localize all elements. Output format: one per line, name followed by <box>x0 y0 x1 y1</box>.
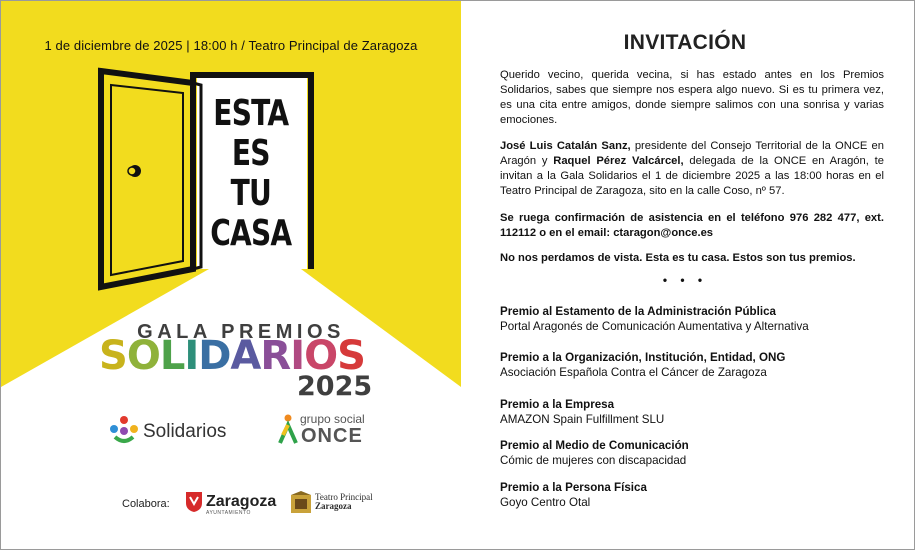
separator-dots: • • • <box>662 273 708 287</box>
award-item <box>500 480 884 510</box>
brand-letter: O <box>126 333 160 379</box>
solidarios-logo-icon <box>109 415 139 445</box>
award-item <box>500 397 884 427</box>
closing-line: No nos perdamos de vista. Esta es tu casa. Estos son tus premios. <box>500 252 856 264</box>
event-date-location: 1 de diciembre de 2025 | 18:00 h / Teatro Principal de Zaragoza <box>44 38 418 53</box>
solidarios-logo-text: Solidarios <box>143 421 227 442</box>
zaragoza-logo-text: Zaragoza <box>206 493 277 510</box>
door-slogan <box>204 93 292 254</box>
invitation-title: INVITACIÓN <box>623 31 747 54</box>
slogan-word: TU <box>230 173 271 214</box>
colabora-label: Colabora: <box>122 498 170 510</box>
zaragoza-shield-icon <box>185 491 203 513</box>
once-logo-subtitle: grupo social <box>300 412 365 426</box>
teatro-principal-logo: Teatro Principal Zaragoza <box>315 492 373 511</box>
zaragoza-logo-subtitle: AYUNTAMIENTO <box>206 510 251 516</box>
slogan-word: CASA <box>210 213 292 254</box>
award-winner: AMAZON Spain Fulfillment SLU <box>500 413 665 426</box>
host-name: Raquel Pérez Valcárcel, <box>553 155 684 167</box>
rsvp-paragraph: Se ruega confirmación de asistencia en el teléfono 976 282 477, ext. 112112 o en el email: ctaragon@once.es <box>500 212 884 239</box>
award-title: Premio a la Persona Física <box>500 481 647 494</box>
host-name: José Luis Catalán Sanz, <box>500 140 631 152</box>
award-winner: Cómic de mujeres con discapacidad <box>500 454 687 467</box>
greeting-paragraph: Querido vecino, querida vecina, si has estado antes en los Premios Solidarios, sabes que siempre nos espera algo nuevo. Si es tu primera vez, es una cita entre amigos, donde siempre salimos con una sonrisa y varias emociones. <box>500 69 884 126</box>
gala-title: GALA PREMIOS <box>137 321 345 343</box>
brand-letter: D <box>198 333 231 379</box>
gala-year: 2025 <box>297 371 373 402</box>
slogan-word: ESTA <box>213 93 289 134</box>
hosts-paragraph: José Luis Catalán Sanz, presidente del Consejo Territorial de la ONCE en Aragón y Raquel Pérez Valcárcel, delegada de la ONCE en Aragón, te invitan a la Gala Solidarios el 1 de diciembre 2025 a las 18:00 horas en el Teatro Principal de Zaragoza, sito en la calle Coso, nº 57. <box>500 140 884 197</box>
award-title: Premio a la Empresa <box>500 398 615 411</box>
poster-background <box>1 1 461 550</box>
brand-letter: S <box>337 333 365 379</box>
brand-letter: I <box>290 333 305 379</box>
brand-letter: L <box>159 333 185 379</box>
award-item <box>500 304 884 334</box>
once-logo-icon <box>278 413 298 445</box>
once-logo-text: ONCE <box>301 425 363 447</box>
award-winner: Asociación Española Contra el Cáncer de Zaragoza <box>500 366 767 379</box>
award-item <box>500 438 884 468</box>
award-title: Premio al Medio de Comunicación <box>500 439 689 452</box>
poster-panel <box>1 1 461 550</box>
brand-letter: O <box>304 333 338 379</box>
brand-letter: A <box>230 333 261 379</box>
brand-letter: R <box>260 333 291 379</box>
brand-letter: I <box>184 333 199 379</box>
brand-letter: S <box>99 333 127 379</box>
award-title: Premio al Estamento de la Administración Pública <box>500 305 776 318</box>
award-winner: Portal Aragonés de Comunicación Aumentativa y Alternativa <box>500 320 809 333</box>
teatro-principal-icon <box>289 491 313 517</box>
award-item <box>500 350 884 380</box>
award-title: Premio a la Organización, Institución, Entidad, ONG <box>500 351 786 364</box>
slogan-word: ES <box>231 133 270 174</box>
award-winner: Goyo Centro Otal <box>500 496 591 509</box>
